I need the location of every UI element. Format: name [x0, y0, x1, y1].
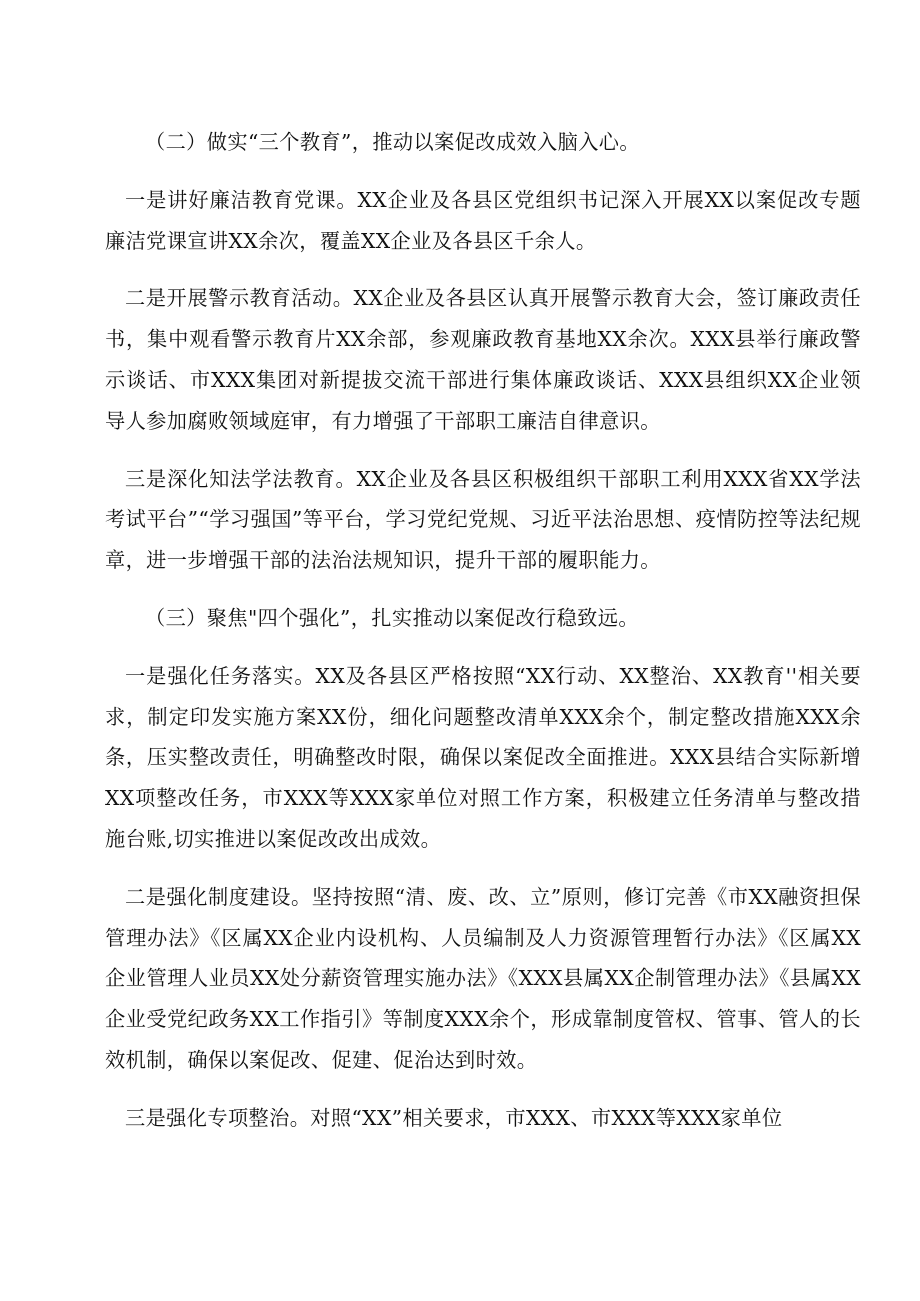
document-body: [105, 122, 861, 1156]
paragraph-special-rectification: 三是强化专项整治。对照“XX”相关要求，市XXX、市XXX等XXX家单位: [125, 1105, 783, 1130]
paragraph-party-lecture: 一是讲好廉洁教育党课。XX企业及各县区党组织书记深入开展XX以案促改专题廉洁党课宣讲XX余次，覆盖XX企业及各县区千余人。: [105, 187, 861, 253]
paragraph-task-implementation: 一是强化任务落实。XX及各县区严格按照“XX行动、XX整治、XX教育''相关要求，制定印发实施方案XX份，细化问题整改清单XXX余个，制定整改措施XXX余条，压实整改责任，明确整改时限，确保以案促改全面推进。XXX县结合实际新增XX项整改任务，市XXX等XXX家单位对照工作方案，积极建立任务清单与整改措施台账,切实推进以案促改改出成效。: [105, 663, 861, 851]
section-heading-2: （二）做实“三个教育”，推动以案促改成效入脑入心。: [145, 130, 640, 154]
paragraph-system-building: 二是强化制度建设。坚持按照“清、废、改、立”原则，修订完善《市XX融资担保管理办法》《区属XX企业内设机构、人员编制及人力资源管理暂行办法》《区属XX企业管理人业员XX处分薪资管理实施办法》《XXX县属XX企制管理办法》《县属XX企业受党纪政务XX工作指引》等制度XXX余个，形成靠制度管权、管事、管人的长效机制，确保以案促改、促建、促治达到时效。: [105, 884, 861, 1072]
paragraph-warning-education: 二是开展警示教育活动。XX企业及各县区认真开展警示教育大会，签订廉政责任书，集中观看警示教育片XX余部，参观廉政教育基地XX余次。XXX县举行廉政警示谈话、市XXX集团对新提拔交流干部进行集体廉政谈话、XXX县组织XX企业领导人参加腐败领域庭审，有力增强了干部职工廉洁自律意识。: [105, 286, 861, 433]
section-heading-3: （三）聚焦"四个强化”，扎实推动以案促改行稳致远。: [145, 605, 639, 630]
paragraph-law-education: 三是深化知法学法教育。XX企业及各县区积极组织干部职工利用XXX省XX学法考试平台”“学习强国”等平台，学习党纪党规、习近平法治思想、疫情防控等法纪规章，进一步增强干部的法治法规知识，提升干部的履职能力。: [105, 466, 861, 573]
